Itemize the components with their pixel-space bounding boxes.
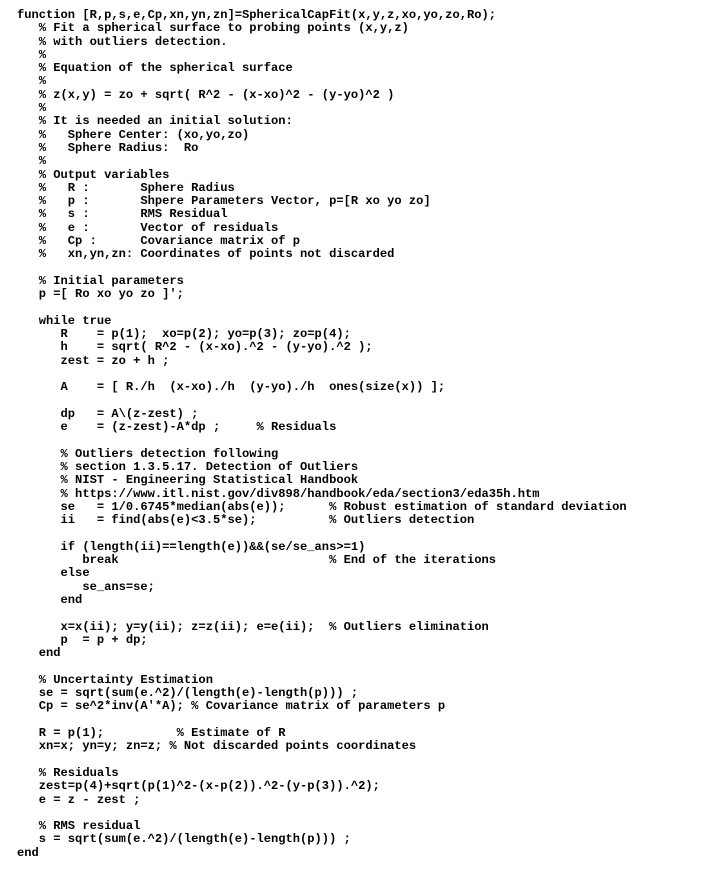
code-line: se_ans=se; bbox=[17, 579, 155, 594]
code-line: end bbox=[17, 593, 83, 608]
code-line: % s : RMS Residual bbox=[17, 207, 228, 222]
code-line: s = sqrt(sum(e.^2)/(length(e)-length(p))) ; bbox=[17, 832, 351, 847]
code-line bbox=[17, 395, 627, 408]
code-line bbox=[17, 714, 627, 727]
code-line: % e : Vector of residuals bbox=[17, 220, 279, 235]
code-line: x=x(ii); y=y(ii); z=z(ii); e=e(ii); % Outliers elimination bbox=[17, 619, 489, 634]
code-line: % Residuals bbox=[17, 765, 119, 780]
code-line: function [R,p,s,e,Cp,xn,yn,zn]=SphericalCapFit(x,y,z,xo,yo,zo,Ro); bbox=[17, 8, 496, 22]
code-line: % p : Shpere Parameters Vector, p=[R xo yo zo] bbox=[17, 194, 431, 209]
code-line: % Cp : Covariance matrix of p bbox=[17, 234, 301, 249]
code-line: % Initial parameters bbox=[17, 273, 184, 288]
code-line: % Equation of the spherical surface bbox=[17, 61, 293, 76]
code-line: % It is needed an initial solution: bbox=[17, 114, 293, 129]
code-line: end bbox=[17, 845, 39, 860]
code-line: % bbox=[17, 74, 47, 89]
code-line: % bbox=[17, 154, 47, 169]
code-line: se = sqrt(sum(e.^2)/(length(e)-length(p))) ; bbox=[17, 686, 359, 701]
code-line: % Sphere Radius: Ro bbox=[17, 140, 199, 155]
code-line: dp = A\(z-zest) ; bbox=[17, 406, 199, 421]
code-line: R = p(1); % Estimate of R bbox=[17, 726, 286, 741]
code-line: e = z - zest ; bbox=[17, 792, 141, 807]
code-line: % RMS residual bbox=[17, 819, 141, 834]
code-line: % section 1.3.5.17. Detection of Outliers bbox=[17, 460, 359, 475]
code-line: while true bbox=[17, 313, 112, 328]
code-line: % z(x,y) = zo + sqrt( R^2 - (x-xo)^2 - (y-yo)^2 ) bbox=[17, 87, 395, 102]
code-line: p =[ Ro xo yo zo ]'; bbox=[17, 287, 184, 302]
code-line: break % End of the iterations bbox=[17, 553, 496, 568]
code-line: Cp = se^2*inv(A'*A); % Covariance matrix of parameters p bbox=[17, 699, 446, 714]
code-line: else bbox=[17, 566, 90, 581]
code-line: % Outliers detection following bbox=[17, 446, 279, 461]
code-line: se = 1/0.6745*median(abs(e)); % Robust estimation of standard deviation bbox=[17, 499, 627, 514]
code-line: R = p(1); xo=p(2); yo=p(3); zo=p(4); bbox=[17, 327, 351, 342]
code-line bbox=[17, 661, 627, 674]
code-line: % Output variables bbox=[17, 167, 170, 182]
code-line: zest=p(4)+sqrt(p(1)^2-(x-p(2)).^2-(y-p(3)).^2); bbox=[17, 779, 380, 794]
code-line: ii = find(abs(e)<3.5*se); % Outliers detection bbox=[17, 513, 475, 528]
code-line: % bbox=[17, 47, 47, 62]
code-line: if (length(ii)==length(e))&&(se/se_ans>=1) bbox=[17, 539, 366, 554]
code-line: % NIST - Engineering Statistical Handbook bbox=[17, 473, 359, 488]
code-line: % Sphere Center: (xo,yo,zo) bbox=[17, 127, 250, 142]
code-line: xn=x; yn=y; zn=z; % Not discarded points coordinates bbox=[17, 739, 417, 754]
code-line: % bbox=[17, 101, 47, 116]
code-line: % with outliers detection. bbox=[17, 34, 228, 49]
code-line: % Uncertainty Estimation bbox=[17, 672, 213, 687]
code-line: % Fit a spherical surface to probing points (x,y,z) bbox=[17, 21, 409, 36]
code-line bbox=[17, 528, 627, 541]
code-line: p = p + dp; bbox=[17, 632, 148, 647]
code-line: zest = zo + h ; bbox=[17, 353, 170, 368]
code-line: end bbox=[17, 646, 61, 661]
code-line: % https://www.itl.nist.gov/div898/handbook/eda/section3/eda35h.htm bbox=[17, 486, 540, 501]
code-line bbox=[17, 302, 627, 315]
code-line bbox=[17, 754, 627, 767]
code-line bbox=[17, 262, 627, 275]
code-listing bbox=[17, 9, 627, 860]
code-line: % xn,yn,zn: Coordinates of points not discarded bbox=[17, 247, 395, 262]
code-line: % R : Sphere Radius bbox=[17, 180, 235, 195]
code-line bbox=[17, 807, 627, 820]
code-line: A = [ R./h (x-xo)./h (y-yo)./h ones(size(x)) ]; bbox=[17, 380, 446, 395]
code-line: e = (z-zest)-A*dp ; % Residuals bbox=[17, 420, 337, 435]
code-line bbox=[17, 435, 627, 448]
code-line bbox=[17, 368, 627, 381]
code-line: h = sqrt( R^2 - (x-xo).^2 - (y-yo).^2 ); bbox=[17, 340, 373, 355]
code-line bbox=[17, 607, 627, 620]
